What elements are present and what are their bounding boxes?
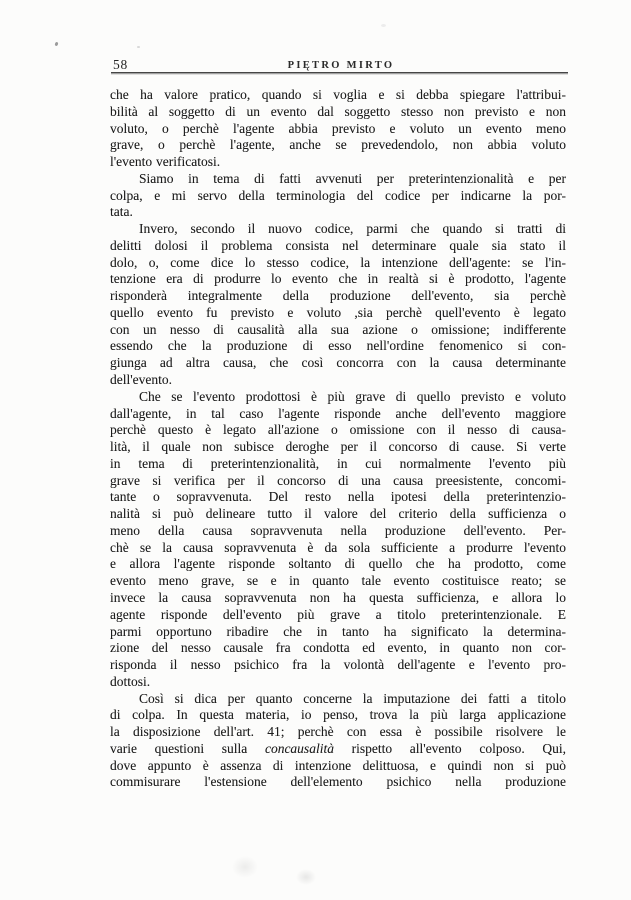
text-line: con un nesso di causalità alla sua azione o omissione; indifferente <box>110 321 566 337</box>
ink-speck <box>381 24 386 27</box>
paragraph <box>110 221 566 389</box>
paragraph <box>110 87 566 171</box>
text-line: tenzione era di produrre lo evento che in realtà si è prodotto, l'agente <box>110 271 566 287</box>
text-line: voluto, o perchè l'agente abbia previsto e voluto un evento meno <box>110 120 566 136</box>
body-text <box>110 87 566 791</box>
header-rule <box>111 72 568 75</box>
text-line: grave si verifica per il concorso di una causa preesistente, concomi- <box>110 472 566 488</box>
paragraph <box>110 389 566 691</box>
page-header <box>110 50 566 74</box>
text-line: dolo, o, come dice lo stesso codice, la intenzione dell'agente: se l'in- <box>110 254 566 270</box>
text-line: tante o sopravvenuta. Del resto nella ipotesi della preterintenzio- <box>110 489 566 505</box>
text-line: l'evento verificatosi. <box>110 154 221 170</box>
text-segment: rispetto all'evento colposo. Qui, <box>333 740 566 756</box>
text-line: lità, il quale non subisce deroghe per il concorso di cause. Si verte <box>110 439 566 455</box>
text-line: dell'evento. <box>110 372 173 388</box>
text-line: dottosi. <box>110 673 151 689</box>
text-line: la disposizione dell'art. 41; perchè con essa è possibile risolvere le <box>110 724 566 740</box>
paragraph <box>110 691 566 792</box>
text-line: grave, o perchè l'agente, anche se prevedendolo, non abbia voluto <box>110 137 566 153</box>
text-line: tata. <box>110 204 133 220</box>
text-line: meno della causa sopravvenuta nella produzione dell'evento. Per- <box>110 522 566 538</box>
text-line: bilità al soggetto di un evento dal soggetto stesso non previsto e non <box>110 103 566 119</box>
paragraph <box>110 171 566 221</box>
text-line: Siamo in tema di fatti avvenuti per preterintenzionalità e per <box>139 170 566 186</box>
text-line: invece la causa sopravvenuta non ha questa sufficienza, e allora lo <box>110 589 566 605</box>
text-line: Invero, secondo il nuovo codice, parmi che quando si tratti di <box>139 221 566 237</box>
text-line <box>110 741 566 758</box>
text-line: risponda il nesso psichico fra la volontà dell'agente e l'evento pro- <box>110 657 566 673</box>
text-line: dall'agente, in tal caso l'agente risponde anche dell'evento maggiore <box>110 405 566 421</box>
text-line: in tema di preterintenzionalità, in cui normalmente l'evento più <box>110 455 566 471</box>
text-line: delitti dolosi il problema consista nel determinare quale sia stato il <box>110 237 566 253</box>
text-line: evento meno grave, se e in quanto tale evento costituisce reato; se <box>110 573 566 589</box>
ink-speck <box>54 42 58 47</box>
text-line: che ha valore pratico, quando si voglia e si debba spiegare l'attribui- <box>110 87 566 102</box>
text-line: commisurare l'estensione dell'elemento psichico nella produzione <box>110 774 566 790</box>
text-line: quello evento fu previsto e voluto ,sia perchè quell'evento è legato <box>110 304 566 320</box>
text-line: di colpa. In questa materia, io penso, trova la più larga applicazione <box>110 707 566 723</box>
text-line: dove appunto è assenza di intenzione delittuosa, e quindi non si può <box>110 757 566 773</box>
text-line: essendo che la produzione di esso nell'ordine fenomenico si con- <box>110 338 566 354</box>
text-line: zione del nesso causale fra condotta ed evento, in quanto non cor- <box>110 640 566 656</box>
text-line: giunga ad altra causa, che così concorra con la causa determinante <box>110 355 566 371</box>
text-line: nalità si può delineare tutto il valore del criterio della sufficienza o <box>110 506 566 522</box>
ink-speck <box>137 46 140 48</box>
text-line: parmi opportuno ribadire che in tanto ha significato la determina- <box>110 623 566 639</box>
scan-smudge <box>296 869 316 885</box>
text-line: agente risponde dell'evento più grave a titolo preterintenzionale. E <box>110 606 566 622</box>
text-segment: varie questioni sulla <box>110 740 265 756</box>
text-line: colpa, e mi servo della terminologia del codice per indicarne la por- <box>110 187 566 203</box>
italic-text: concausalità <box>264 740 334 756</box>
running-title: PIĘTRO MIRTO <box>287 60 395 71</box>
text-line: Che se l'evento prodottosi è più grave di quello previsto e voluto <box>139 388 566 404</box>
page-number: 58 <box>113 57 129 72</box>
text-line: risponderà integralmente della produzione dell'evento, sia perchè <box>110 288 566 304</box>
text-line: Così si dica per quanto concerne la imputazione dei fatti a titolo <box>139 690 566 706</box>
text-line: perchè questo è legato all'azione o omissione con il nesso di causa- <box>110 422 566 438</box>
scan-smudge <box>232 856 258 878</box>
text-line: e allora l'agente risponde soltanto di quello che ha prodotto, come <box>110 556 566 572</box>
text-line: chè se la causa sopravvenuta è da sola sufficiente a produrre l'evento <box>110 539 566 555</box>
